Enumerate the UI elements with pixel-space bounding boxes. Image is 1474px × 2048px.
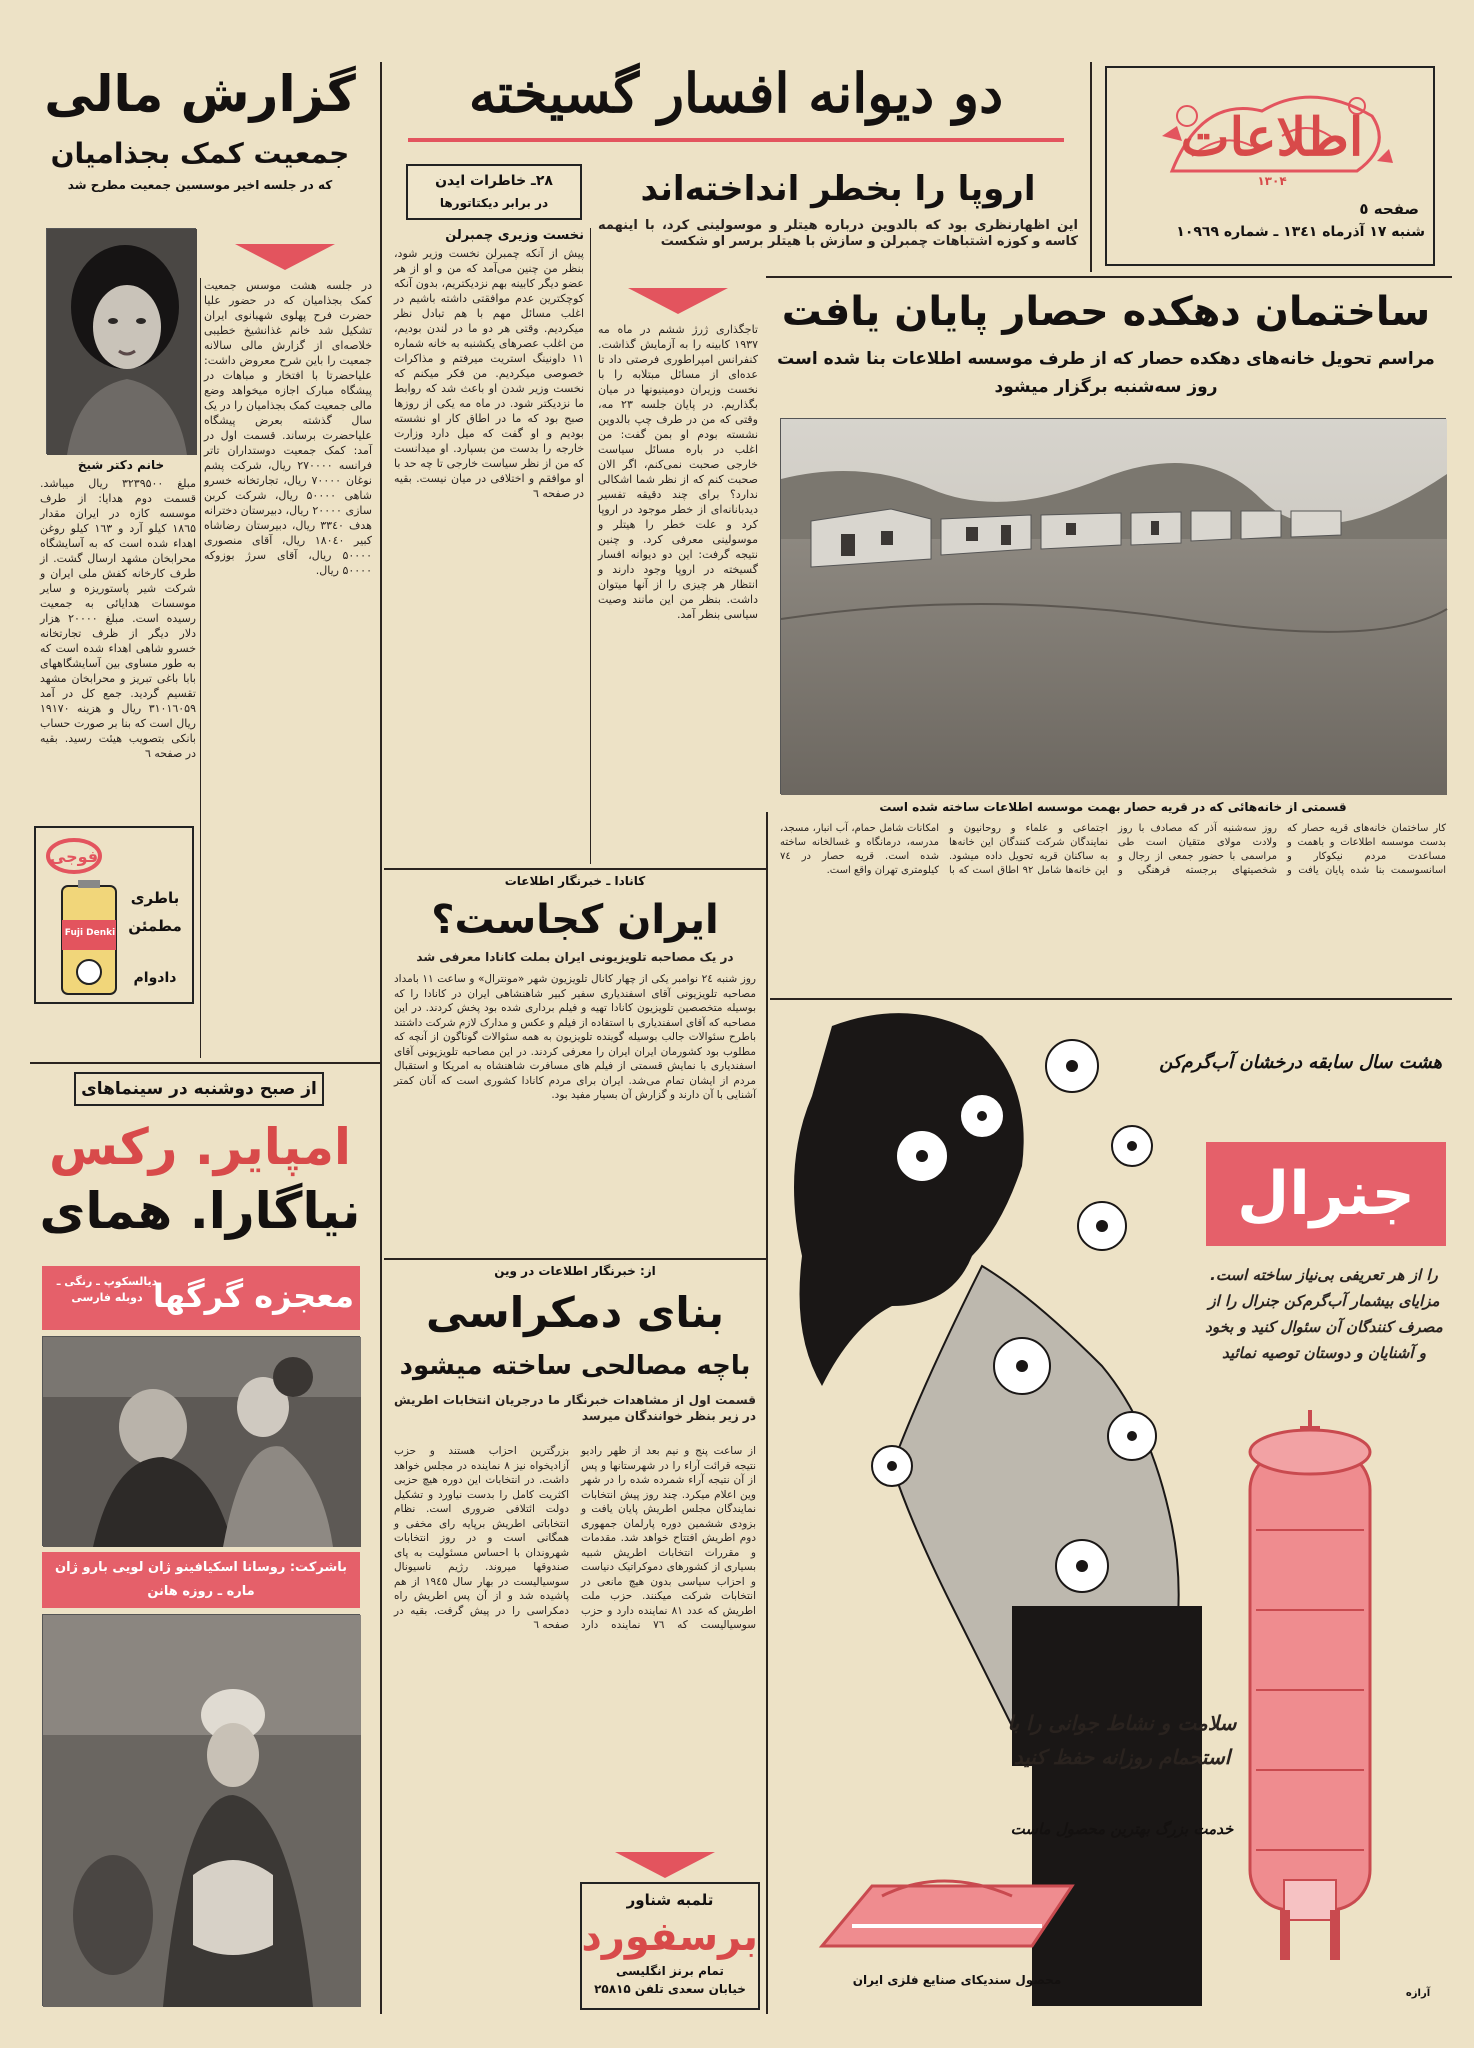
- general-company: محصول سندیکای صنایع فلزی ایران: [852, 1973, 1062, 1987]
- general-brand: جنرال: [1237, 1159, 1415, 1229]
- vienna-body: از ساعت پنج و نیم بعد از ظهر رادیو نتیجه قرائت آراء را در شهرستانها و پس از آن نتیجه آراء شمرده شده را در شهر وین اعلام میکرد. چند روز پیش انتخابات نمایندگان مجلس اطریش پایان یافت و بزودی ششمین دوره پارلمان جمهوری دوم اطریش افتتاح خواهد شد. مقدمات و مقررات انتخابات اطریش شبیه بسیاری از کشورهای دموکراتیک دنیاست و احزاب سیاسی بدون هیچ مانعی در انتخابات شرکت میکنند. حزب ملت اطریش که عدد ۸۱ نماینده دارد و حزب سوسیالیست که ۷٦ نماینده دارد بزرگترین احزاب هستند و حزب آزادیخواه نیز ۸ نماینده در مجلس خواهد داشت. در انتخابات این دوره هیچ حزبی اکثریت کامل را بدست نیاورد و تشکیل دولت ائتلافی ضروری است. نظام انتخاباتی اطریش برپایه رای مخفی و همگانی است و در روز انتخابات شهروندان با احساس مسئولیت به پای صندوقها میروند. رژیم ناسیونال سوسیالیست در بهار سال ۱۹٤۵ از هم پاشیده شد و از آن پس اطریش راه دمکراسی را در پیش گرفت. بقیه در صفحه ٦: [394, 1445, 756, 1631]
- hesar-subhead-1: مراسم تحویل خانه‌های دهکده حصار که از طرف موسسه اطلاعات بنا شده است: [777, 349, 1435, 369]
- movie-title: معجزه گرگها: [152, 1277, 354, 1315]
- hesar-photo-caption: قسمتی از خانه‌هائی که در قریه حصار بهمت موسسه اطلاعات ساخته شده است: [879, 800, 1347, 814]
- cinema-line-1: امپایر. رکس: [48, 1118, 352, 1176]
- vienna-arrow: [580, 1852, 750, 1878]
- fuji-battery-ad: [34, 826, 194, 1004]
- fuji-brand-latin: Fuji Denki: [64, 928, 116, 938]
- iran-source: کانادا ـ خبرنگار اطلاعات: [504, 874, 646, 888]
- arrow-marker: [235, 244, 335, 270]
- iran-deck: در یک مصاحبه تلویزیونی ایران بملت کانادا معرفی شد: [416, 950, 734, 964]
- cinema-line-2: نیاگارا. همای: [39, 1182, 361, 1240]
- hesar-subhead-2: روز سه‌شنبه برگزار میشود: [994, 377, 1218, 397]
- main-inner-rule: [590, 228, 591, 864]
- rule-under-masthead: [766, 276, 1452, 278]
- rule-above-iran: [384, 868, 766, 870]
- main-arrow: [598, 288, 758, 314]
- arrow-marker: [615, 1852, 715, 1878]
- cinema-banner-text: از صبح دوشنبه در سینماهای: [81, 1079, 317, 1099]
- svg-text:فوجی: فوجی: [49, 847, 99, 866]
- page-number: صفحه ٥: [1359, 200, 1419, 218]
- hesar-photo-image: [781, 419, 1447, 795]
- brasford-label: تلمبه شناور: [626, 1891, 714, 1909]
- fuji-line-2: مطمئن: [128, 917, 182, 935]
- finance-body-col2: مبلغ ۳۲۳۹۵۰۰ ریال میباشد. قسمت دوم هدایا: از طرف موسسه کازه در ایران مقدار ۱۸٦۵ کیلو آرد و ۱٦۳ کیلو روغن اهداء شده است که به آسایشگاه محرابخان مشهد ارسال گشت. از طرف کارخانه کفش ملی ایران و شرکت شیر پاستوریزه و سایر موسسات هدایائی به جمعیت رسیده است. مبلغ ۲۰۰۰۰ هزار دلار دیگر از ظرف تجارتخانه خسرو شاهی اهداء شده است که به طور مساوی بین آسایشگاههای بابا باغی تبریز و محرابخان مشهد تقسیم گردید. جمع کل در آمد ۳۱۰۱٦۰۵۹ ریال و هزینه ۱۹۱۷۰ ریال است که بنا بر صورت حساب بانکی بتصویب هیئت رسید. بقیه در صفحه ٦: [40, 477, 197, 760]
- finance-body-col1: در جلسه هشت موسس جمعیت کمک بجذامیان که در حضور علیا حضرت فرح پهلوی شهبانوی ایران تشکیل شد خانم غذانشیخ خطیبی خلاصه‌ای از گزارش مالی سالانه جمعیت را باین شرح معروض داشت: علیاحضرتا با افتخار و مباهات در پیشگاه مبارک اجازه میخواهد وضع مالی جمعیت کمک بجذامیان را در یک سال گذشته بعرض پیشگاه علیاحضرت برساند. قسمت اول در آمد: کمک جمعیت دوستداران تاتر فرانسه ۲۷۰۰۰۰ ریال، شرکت پشم نوغان ۷۰۰۰۰ ریال، تجارتخانه خسرو شاهی ۵۰۰۰۰ ریال، شرکت کربن سازی ۲۰۰۰۰ ریال، دبیرستان دخترانه هدف ۳۳٤۰ ریال، دبیرستان رضاشاه کبیر ۱۸۰٤۰ ریال، آقای منصوری ۵۰۰۰۰ ریال، آقای سرژ بوزوکه ۵۰۰۰۰ ریال.: [204, 279, 372, 577]
- metal-industries-logo: [812, 1856, 1082, 1966]
- movie-still-1: [42, 1336, 360, 1546]
- rule-above-cinema: [30, 1062, 380, 1064]
- iran-body: روز شنبه ۲٤ نوامبر یکی از چهار کانال تلویزیون شهر «مونترال» و ساعت ۱۱ بامداد مصاحبه تلویزیونی آقای اسفندیاری سفیر کبیر شاهنشاهی ایران در کانادا را که بوسیله متخصصین تلویزیون کانادا تهیه و فیلم برداری شده بود پخش کردند. در این مصاحبه که آقای اسفندیاری با استفاده از فیلم و عکس و مدارک لازم شرکت داشتند باطرح سئوالات جالب بوسیله گوینده تلویزیون به همه سئوالات گوناگون از آنچه که مطلوب بود کشورمان ایران ایران را معرفی کردند. در این مصاحبه تلویزیونی آقای اسفندیاری با نمایش قسمتی از فیلم های مسافرت شاهنشاه به امریکا و استقبال مردم از ایشان تمام می‌شد. ایران برای مردم کانادا کشوری است که آنان کمتر آشنایی با آن دارند و گزارش آن بسیار مفید بود.: [394, 973, 756, 1101]
- eden-memoir-subtitle: در برابر دیکتاتورها: [439, 196, 549, 210]
- finance-arrow: [200, 244, 370, 270]
- movie-tags: دیالسکوپ ـ رنگی ـ دوبله فارسی: [56, 1275, 158, 1304]
- movie-still-2: [42, 1614, 360, 2006]
- hesar-houses-photo: [780, 418, 1446, 794]
- fuji-logo: [44, 836, 104, 876]
- general-slogan: سلامت و نشاط جوانی را با استحمام روزانه حفظ کنید: [1007, 1711, 1237, 1769]
- vienna-deck: قسمت اول از مشاهدات خبرنگار ما درجریان انتخابات اطریش در زیر بنظر خوانندگان میرسد: [394, 1393, 756, 1423]
- masthead: [1105, 66, 1435, 266]
- main-col2-body: تاجگذاری ژرژ ششم در ماه مه ۱۹۳۷ کابینه را به آزمایش گذاشت. کنفرانس امپراطوری فرصتی داد تا عده‌ای از مسائل مبتلابه را با نخست وزیران دومینیونها در میان بگذاریم. در پایان جلسه ۲۳ مه، وقتی که من در طرف چپ بالدوین نشسته بودم او بمن گفت: من اغلب در باره مسائل سیاست خارجی صحبت نمی‌کنم، اگر الان صحبت کنم که از نظر شما اشکالی ندارد؟ برای چند دقیقه تفسیر دیدبانانه‌ای از خطر موجود در اروپا کرد و علت خطر را هیتلر و موسولینی معرفی کرد. و چنین نتیجه گرفت: این دو دیوانه افسار گسیخته در اروپا وجود دارند و انتظار هر چیزی را از آنها میتوان داشت. بنظر من این مانند وصیت سیاسی بنظر آمد.: [598, 323, 758, 621]
- movie-cast-band: [42, 1552, 360, 1608]
- main-headline: دو دیوانه افسار گسیخته: [468, 61, 1004, 125]
- movie-still-image-2: [43, 1615, 361, 2007]
- finance-inner-rule: [200, 278, 201, 1058]
- fuji-line-3: دادوام: [133, 970, 177, 986]
- eden-memoir-box: [406, 164, 582, 220]
- finance-deck: که در جلسه اخیر موسسین جمعیت مطرح شد: [67, 178, 333, 192]
- main-col1-heading: نخست وزیری چمبرلن: [445, 228, 584, 243]
- cinema-banner: [74, 1072, 324, 1106]
- arrow-marker: [628, 288, 728, 314]
- fuji-line-1: باطری: [130, 889, 180, 907]
- general-credit: آرازه: [1405, 1988, 1431, 1999]
- iran-headline: ایران کجاست؟: [431, 897, 719, 943]
- column-rule-mid: [766, 812, 768, 2014]
- brasford-ad: [580, 1882, 760, 2010]
- newspaper-page: [20, 52, 1452, 2014]
- main-headline-underline: [408, 138, 1064, 142]
- dr-sheikh-photo: [46, 228, 196, 454]
- column-rule-main: [1090, 62, 1092, 272]
- rule-under-iran: [384, 1258, 766, 1260]
- brasford-sub: تمام برنز انگلیسی: [616, 1964, 724, 1978]
- rule-under-hesar: [770, 998, 1452, 1000]
- masthead-year: ۱۳۰۴: [1257, 174, 1287, 188]
- main-col1-body: پیش از آنکه چمبرلن نخست وزیر شود، بنظر من چنین می‌آمد که من و او از هر عضو دیگر کابینه بهم نزدیکتریم، بدون آنکه کوچکترین عدم موافقتی داشته باشیم در اغلب مسائل مهم با هم تبادل نظر میکردیم. وقتی هر دو ما در لندن بودیم، من اغلب عصرهای یکشنبه به خانه شماره ۱۱ داونینگ استریت میرفتم و مذاکرات خصوصی میکردیم. من فکر میکنم که نخست وزیر شدن او باعث شد که روابط ما نزدیکتر شود. در ماه مه یکی از روزها صبح بود که ما در اطاق کار او نشسته بودیم و او گفت که میل دارد وزارت خارجه را بدست من بسپارد. او میدانست که من از نظر سیاست خارجی تا چه حد با او موافقم و اختلافی در میان نیست. بقیه در صفحه ٦: [394, 247, 584, 500]
- general-brand-band: [1206, 1142, 1446, 1246]
- main-subhead: اروپا را بخطر انداخته‌اند: [640, 169, 1036, 209]
- issue-date-line: شنبه ۱۷ آذرماه ۱۳٤۱ ـ شماره ۱۰۹٦۹: [1176, 224, 1425, 240]
- hesar-headline: ساختمان دهکده حصار پایان یافت: [781, 289, 1431, 335]
- hesar-body: کار ساختمان خانه‌های قریه حصار که بدست موسسه اطلاعات و باهمت و مساعدت مردم نیکوکار و اسانسوسمت بنا شده پایان یافت و روز سه‌شنبه آذر که مصادف با روز ولادت مولای متقیان است طی مراسمی با حضور جمعی از رجال و شخصیتهای برجسته فرهنگی و اجتماعی و علماء و روحانیون و نمایندگان شرکت کنندگان این خانه‌ها به ساکنان قریه تحویل داده میشود. این خانه‌ها شامل ۹۲ اطاق است که با امکانات شامل حمام، آب انبار، مسجد، مدرسه، درمانگاه و غسالخانه ساخته شده است. قریه حصار در ۷٤ کیلومتری تهران واقع است.: [780, 823, 1446, 876]
- vienna-source: از: خبرنگار اطلاعات در وین: [494, 1264, 656, 1278]
- column-rule-left: [380, 62, 382, 2014]
- general-heater-ad: [772, 1006, 1452, 2008]
- movie-cast: باشرکت: روسانا اسکیافینو ژان لویی بارو ژان ماره ـ روزه هانن: [54, 1560, 348, 1599]
- brasford-brand: برسفورد: [581, 1914, 758, 1960]
- portrait-image: [47, 229, 197, 455]
- general-service: خدمت بزرگ بهترین محصول ماست: [1010, 1820, 1234, 1838]
- finance-subhead: جمعیت کمک بجذامیان: [50, 137, 350, 170]
- main-deck: این اظهارنظری بود که بالدوین درباره هیتلر و موسولینی کرد، با اینهمه کاسه و کوزه اشتباهات چمبرلن و سازش با هیتلر برسر او شکست: [598, 218, 1078, 249]
- eden-memoir-title: ۲۸ـ خاطرات ایدن: [435, 173, 553, 189]
- battery-image: [54, 880, 124, 1000]
- general-top-line: هشت سال سابقه درخشان آب‌گرم‌کن: [1159, 1052, 1442, 1073]
- dr-sheikh-caption: خانم دکتر شیخ: [77, 458, 165, 472]
- general-claim: را از هر تعریفی بی‌نیاز ساخته است. مزایای بیشمار آب‌گرم‌کن جنرال را از مصرف کنندگان آن سئوال کنید و بخود و آشنایان و دوستان توصیه نمائید: [1205, 1266, 1443, 1362]
- movie-title-band: [42, 1266, 360, 1330]
- finance-headline: گزارش مالی: [44, 65, 356, 123]
- vienna-subhead: باچه مصالحی ساخته میشود: [399, 1351, 751, 1381]
- masthead-logo-text: اطلاعات: [1180, 107, 1364, 168]
- movie-still-image-1: [43, 1337, 361, 1547]
- vienna-headline: بنای دمکراسی: [425, 1288, 725, 1337]
- water-heater-image: [1220, 1410, 1400, 1970]
- brasford-address: خیابان سعدی تلفن ۲۵۸۱۵: [594, 1982, 746, 1996]
